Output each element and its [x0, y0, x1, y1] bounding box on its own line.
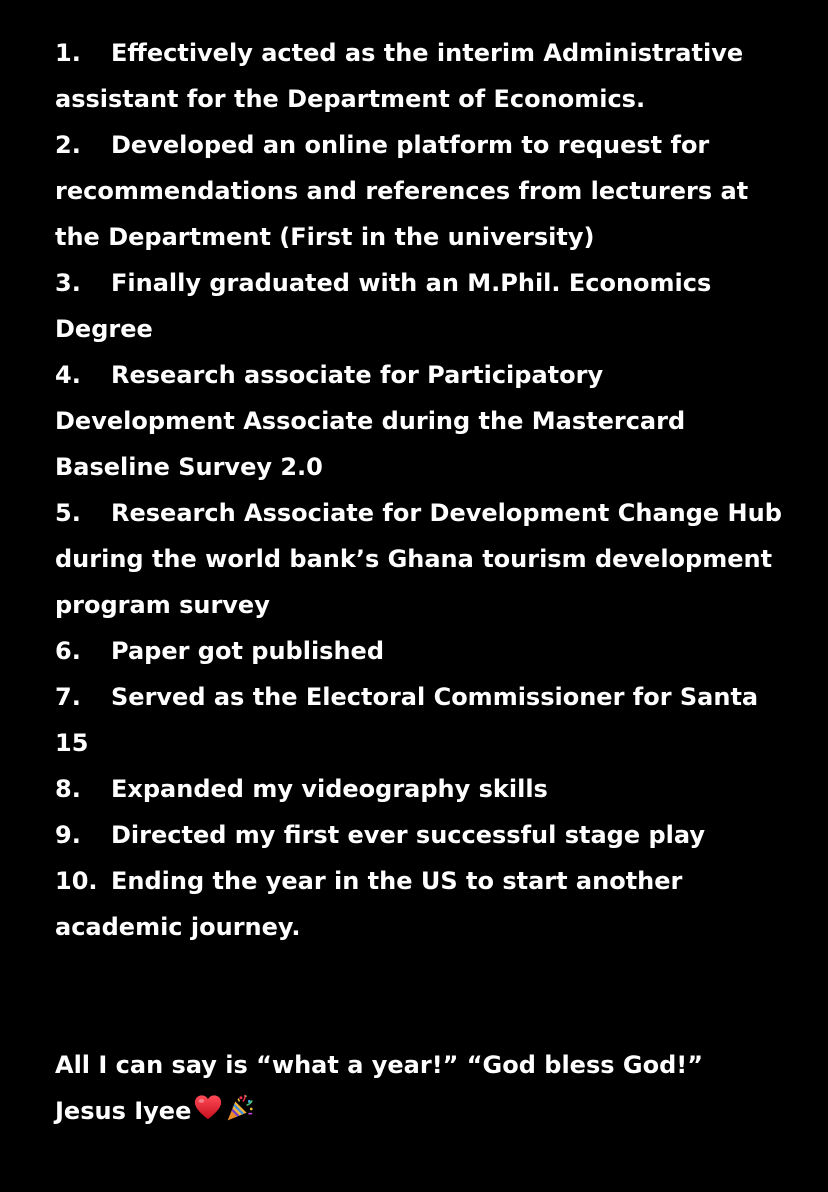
- closing-signature: [55, 1088, 785, 1134]
- list-number: 8.: [55, 775, 81, 803]
- list-number: 5.: [55, 499, 81, 527]
- list-item: [55, 858, 785, 950]
- list-item: [55, 812, 785, 858]
- list-item: [55, 122, 785, 260]
- closing-line: All I can say is “what a year!” “God bless God!”: [55, 1051, 703, 1079]
- list-text: Ending the year in the US to start another academic journey.: [55, 867, 683, 941]
- list-text: Research Associate for Development Change Hub during the world bank’s Ghana tourism development program survey: [55, 499, 782, 619]
- note-text: [55, 30, 785, 1134]
- list-number: 2.: [55, 131, 81, 159]
- list-number: 4.: [55, 361, 81, 389]
- list-text: Effectively acted as the interim Administrative assistant for the Department of Economics.: [55, 39, 744, 113]
- list-item: [55, 766, 785, 812]
- list-number: 1.: [55, 39, 81, 67]
- list-number: 6.: [55, 637, 81, 665]
- list-item: [55, 674, 785, 766]
- list-text: Served as the Electoral Commissioner for Santa 15: [55, 683, 759, 757]
- party-popper-icon: [225, 1093, 255, 1123]
- list-item: [55, 628, 785, 674]
- list-number: 3.: [55, 269, 81, 297]
- list-number: 9.: [55, 821, 81, 849]
- list-number: 10.: [55, 867, 98, 895]
- list-text: Research associate for Participatory Development Associate during the Mastercard Baseline Survey 2.0: [55, 361, 686, 481]
- red-heart-icon: [193, 1093, 223, 1123]
- list-number: 7.: [55, 683, 81, 711]
- blank-space: [55, 950, 785, 1042]
- list-item: [55, 30, 785, 122]
- list-text: Paper got published: [111, 637, 385, 665]
- signature-text: Jesus Iyee: [55, 1097, 192, 1125]
- list-item: [55, 352, 785, 490]
- list-item: [55, 490, 785, 628]
- list-text: Expanded my videography skills: [111, 775, 548, 803]
- list-text: Finally graduated with an M.Phil. Economics Degree: [55, 269, 712, 343]
- list-text: Directed my first ever successful stage play: [111, 821, 705, 849]
- list-text: Developed an online platform to request for recommendations and references from lecturers at the Department (First in the university): [55, 131, 749, 251]
- list-item: [55, 260, 785, 352]
